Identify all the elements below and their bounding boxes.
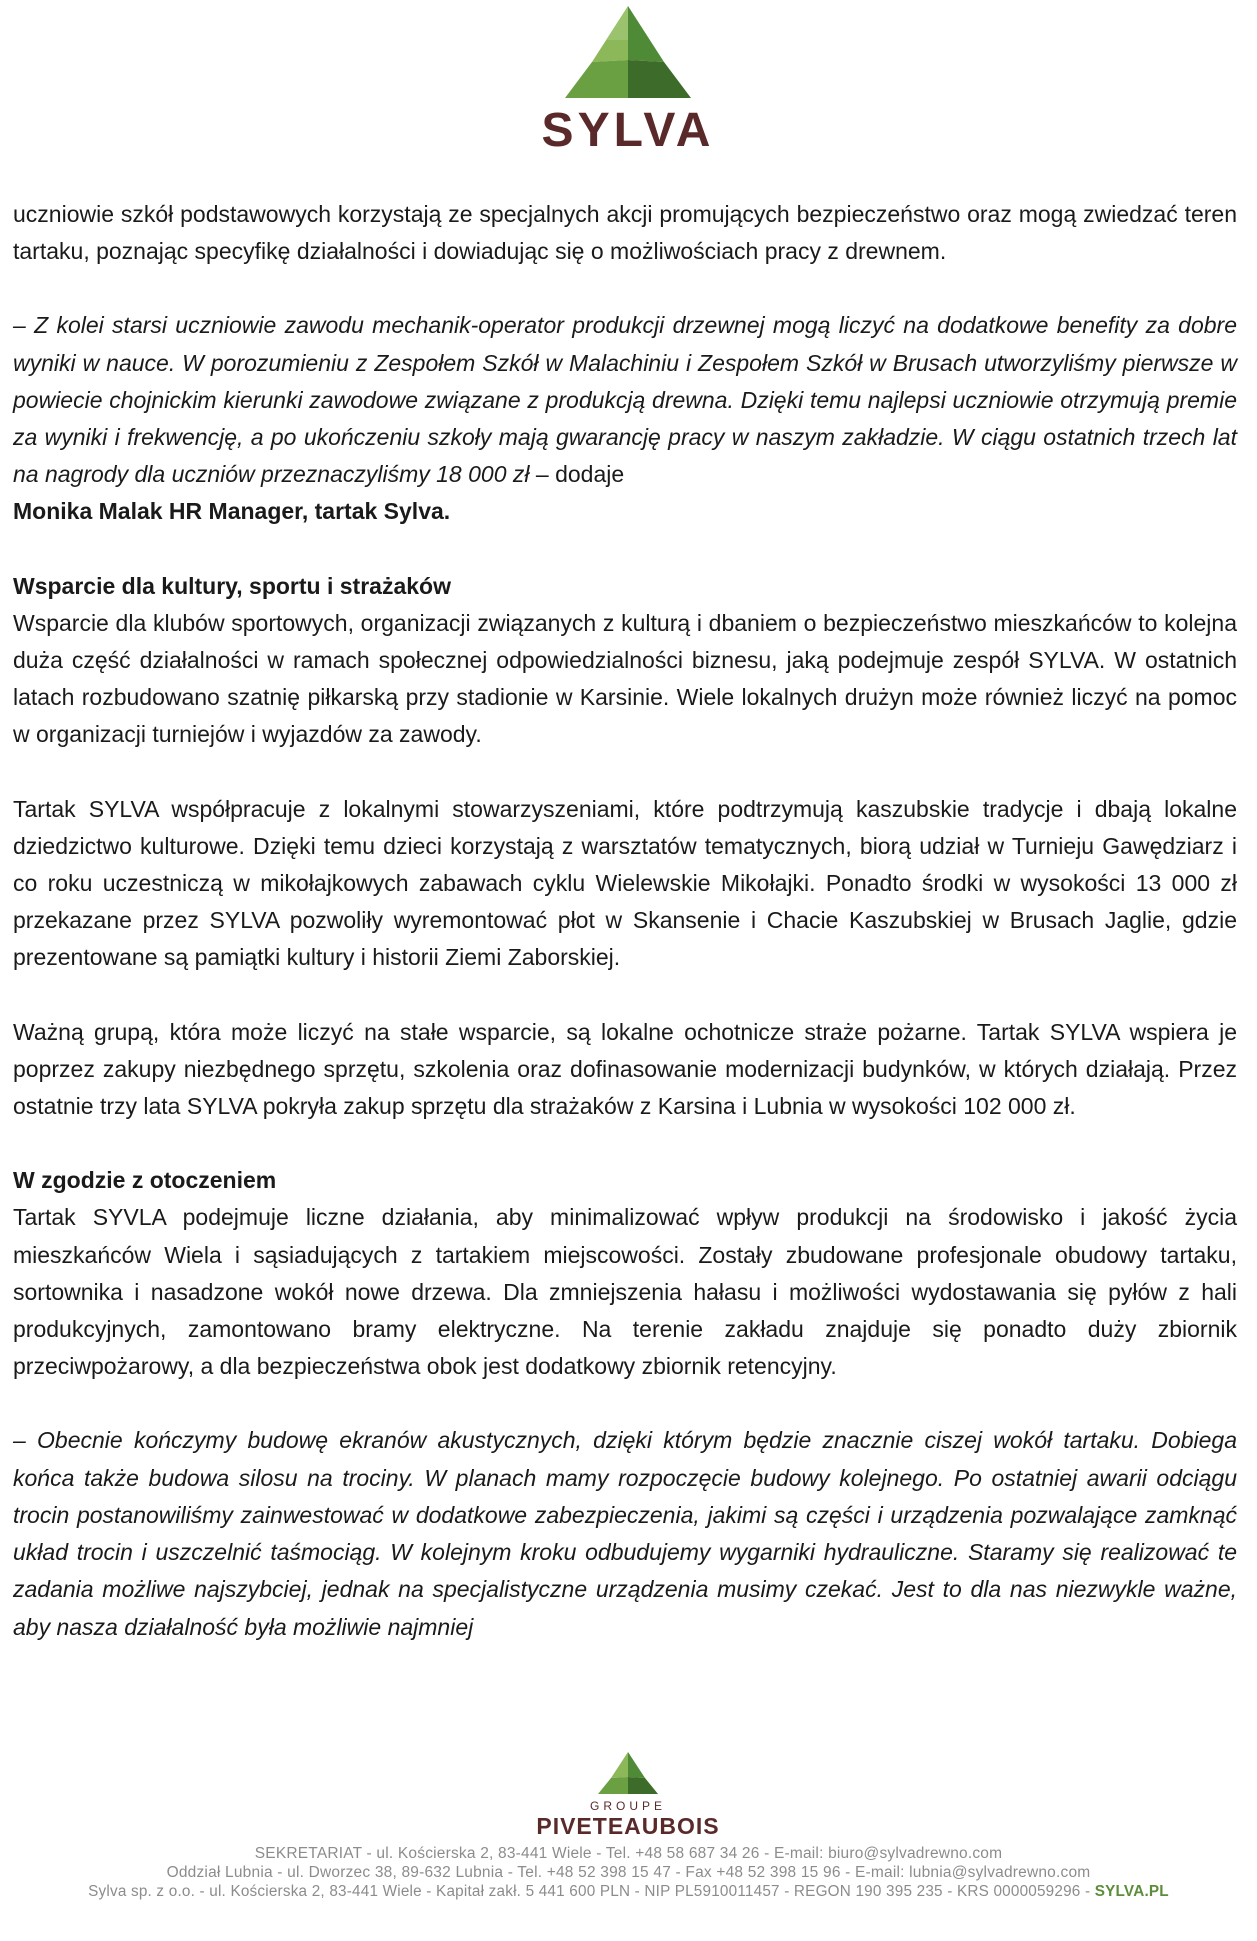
group-logo-small: GROUPE — [589, 1799, 667, 1813]
paragraph-7-quote: – Obecnie kończymy budowę ekranów akustycznych, dzięki którym będzie znacznie ciszej wokół tartaku. Dobiega końca także budowa silosu na trociny. W planach mamy rozpoczęcie budowy kolejnego. Po ostatniej awarii odciągu trocin postanowiliśmy zainwestować w dodatkowe zabezpieczenia, jakimi są części i urządzenia pozwalające zamknąć układ trocin i uszczelnić taśmociąg. W kolejnym kroku odbudujemy wygarniki hydrauliczne. Staramy się realizować te zadania możliwe najszybciej, jednak na specjalistyczne urządzenia musimy czekać. Jest to dla nas niezwykle ważne, aby nasza działalność była możliwie najmniej — [13, 1427, 1237, 1640]
footer-secretariat-line: SEKRETARIAT - ul. Kościerska 2, 83-441 Wiele - Tel. +48 58 687 34 26 - E-mail: biuro@sylvadrewno.com — [254, 1845, 1003, 1862]
section-heading-environment: W zgodzie z otoczeniem — [13, 1167, 277, 1194]
section-heading-culture: Wsparcie dla kultury, sportu i strażaków — [13, 572, 451, 599]
footer-company-line — [0, 1883, 1257, 1901]
quote-text: – Z kolei starsi uczniowie zawodu mechanik-operator produkcji drzewnej mogą liczyć na dodatkowe benefity za dobre wyniki w nauce. W porozumieniu z Zespołem Szkół w Malachiniu i Zespołem Szkół w Brusach utworzyliśmy pierwsze w powiecie chojnickim kierunki zawodowe związane z produkcją drewna. Dzięki temu najlepsi uczniowie otrzymują premie za wyniki i frekwencję, a po ukończeniu szkoły mają gwarancję pracy w naszym zakładzie. W ciągu ostatnich trzech lat na nagrody dla uczniów przeznaczyliśmy 18 000 zł — [13, 312, 1237, 488]
group-logo-main: PIVETEAUBOIS — [536, 1813, 720, 1839]
quote-author: Monika Malak HR Manager, tartak Sylva. — [13, 498, 451, 525]
paragraph-3: Wsparcie dla klubów sportowych, organizacji związanych z kulturą i dbaniem o bezpieczeństwo mieszkańców to kolejna duża część działalności w ramach społecznej odpowiedzialności biznesu, jaką podejmuje zespół SYLVA. W ostatnich latach rozbudowano szatnię piłkarską przy stadionie w Karsinie. Wiele lokalnych drużyn może również liczyć na pomoc w organizacji turniejów i wyjazdów za zawody. — [13, 609, 1237, 748]
footer-website-link[interactable]: SYLVA.PL — [1094, 1883, 1169, 1900]
piveteaubois-logo — [0, 1750, 1257, 1844]
sylva-tree-icon — [0, 0, 1257, 160]
paragraph-4: Tartak SYLVA współpracuje z lokalnymi stowarzyszeniami, które podtrzymują kaszubskie tradycje i dbają lokalne dziedzictwo kulturowe. Dzięki temu dzieci korzystają z warsztatów tematycznych, biorą udział w Turnieju Gawędziarz i co roku uczestniczą w mikołajkowych zabawach cyklu Wielewskie Mikołajki. Ponadto środki w wysokości 13 000 zł przekazane przez SYLVA pozwoliły wyremontować płot w Skansenie i Chacie Kaszubskiej w Brusach Jaglie, gdzie prezentowane są pamiątki kultury i historii Ziemi Zaborskiej. — [13, 795, 1237, 971]
sylva-wordmark: SYLVA — [541, 104, 715, 157]
paragraph-2-quote — [13, 307, 1237, 530]
footer-company-details: Sylva sp. z o.o. - ul. Kościerska 2, 83-441 Wiele - Kapitał zakł. 5 441 600 PLN - NIP PL5910011457 - REGON 190 395 235 - KRS 0000059296 - — [88, 1883, 1095, 1900]
footer — [0, 1750, 1257, 1941]
footer-branch-line: Oddział Lubnia - ul. Dworzec 38, 89-632 Lubnia - Tel. +48 52 398 15 47 - Fax +48 52 398 15 96 - E-mail: lubnia@sylvadrewno.com — [166, 1864, 1091, 1881]
paragraph-1: uczniowie szkół podstawowych korzystają ze specjalnych akcji promujących bezpieczeństwo oraz mogą zwiedzać teren tartaku, poznając specyfikę działalności i dowiadując się o możliwościach pracy z drewnem. — [13, 201, 1237, 265]
group-tree-icon — [611, 1752, 628, 1778]
quote-attribution-verb: – dodaje — [529, 461, 625, 488]
paragraph-5: Ważną grupą, która może liczyć na stałe wsparcie, są lokalne ochotnicze straże pożarne. Tartak SYLVA wspiera je poprzez zakupy niezbędnego sprzętu, szkolenia oraz dofinasowanie modernizacji budynków, w których działają. Przez ostatnie trzy lata SYLVA pokryła zakup sprzętu dla strażaków z Karsina i Lubnia w wysokości 102 000 zł. — [13, 1018, 1237, 1120]
sylva-logo — [0, 0, 1257, 160]
article-body — [13, 196, 1237, 1646]
paragraph-6: Tartak SYVLA podejmuje liczne działania, aby minimalizować wpływ produkcji na środowisko i jakość życia mieszkańców Wiela i sąsiadujących z tartakiem miejscowości. Zostały zbudowane profesjonale obudowy tartaku, sortownika i nasadzone wokół nowe drzewa. Dla zmniejszenia hałasu i możliwości wydostawania się pyłów z hali produkcyjnych, zamontowano bramy elektryczne. Na terenie zakładu znajduje się ponadto duży zbiornik przeciwpożarowy, a dla bezpieczeństwa obok jest dodatkowy zbiornik retencyjny. — [13, 1204, 1237, 1380]
